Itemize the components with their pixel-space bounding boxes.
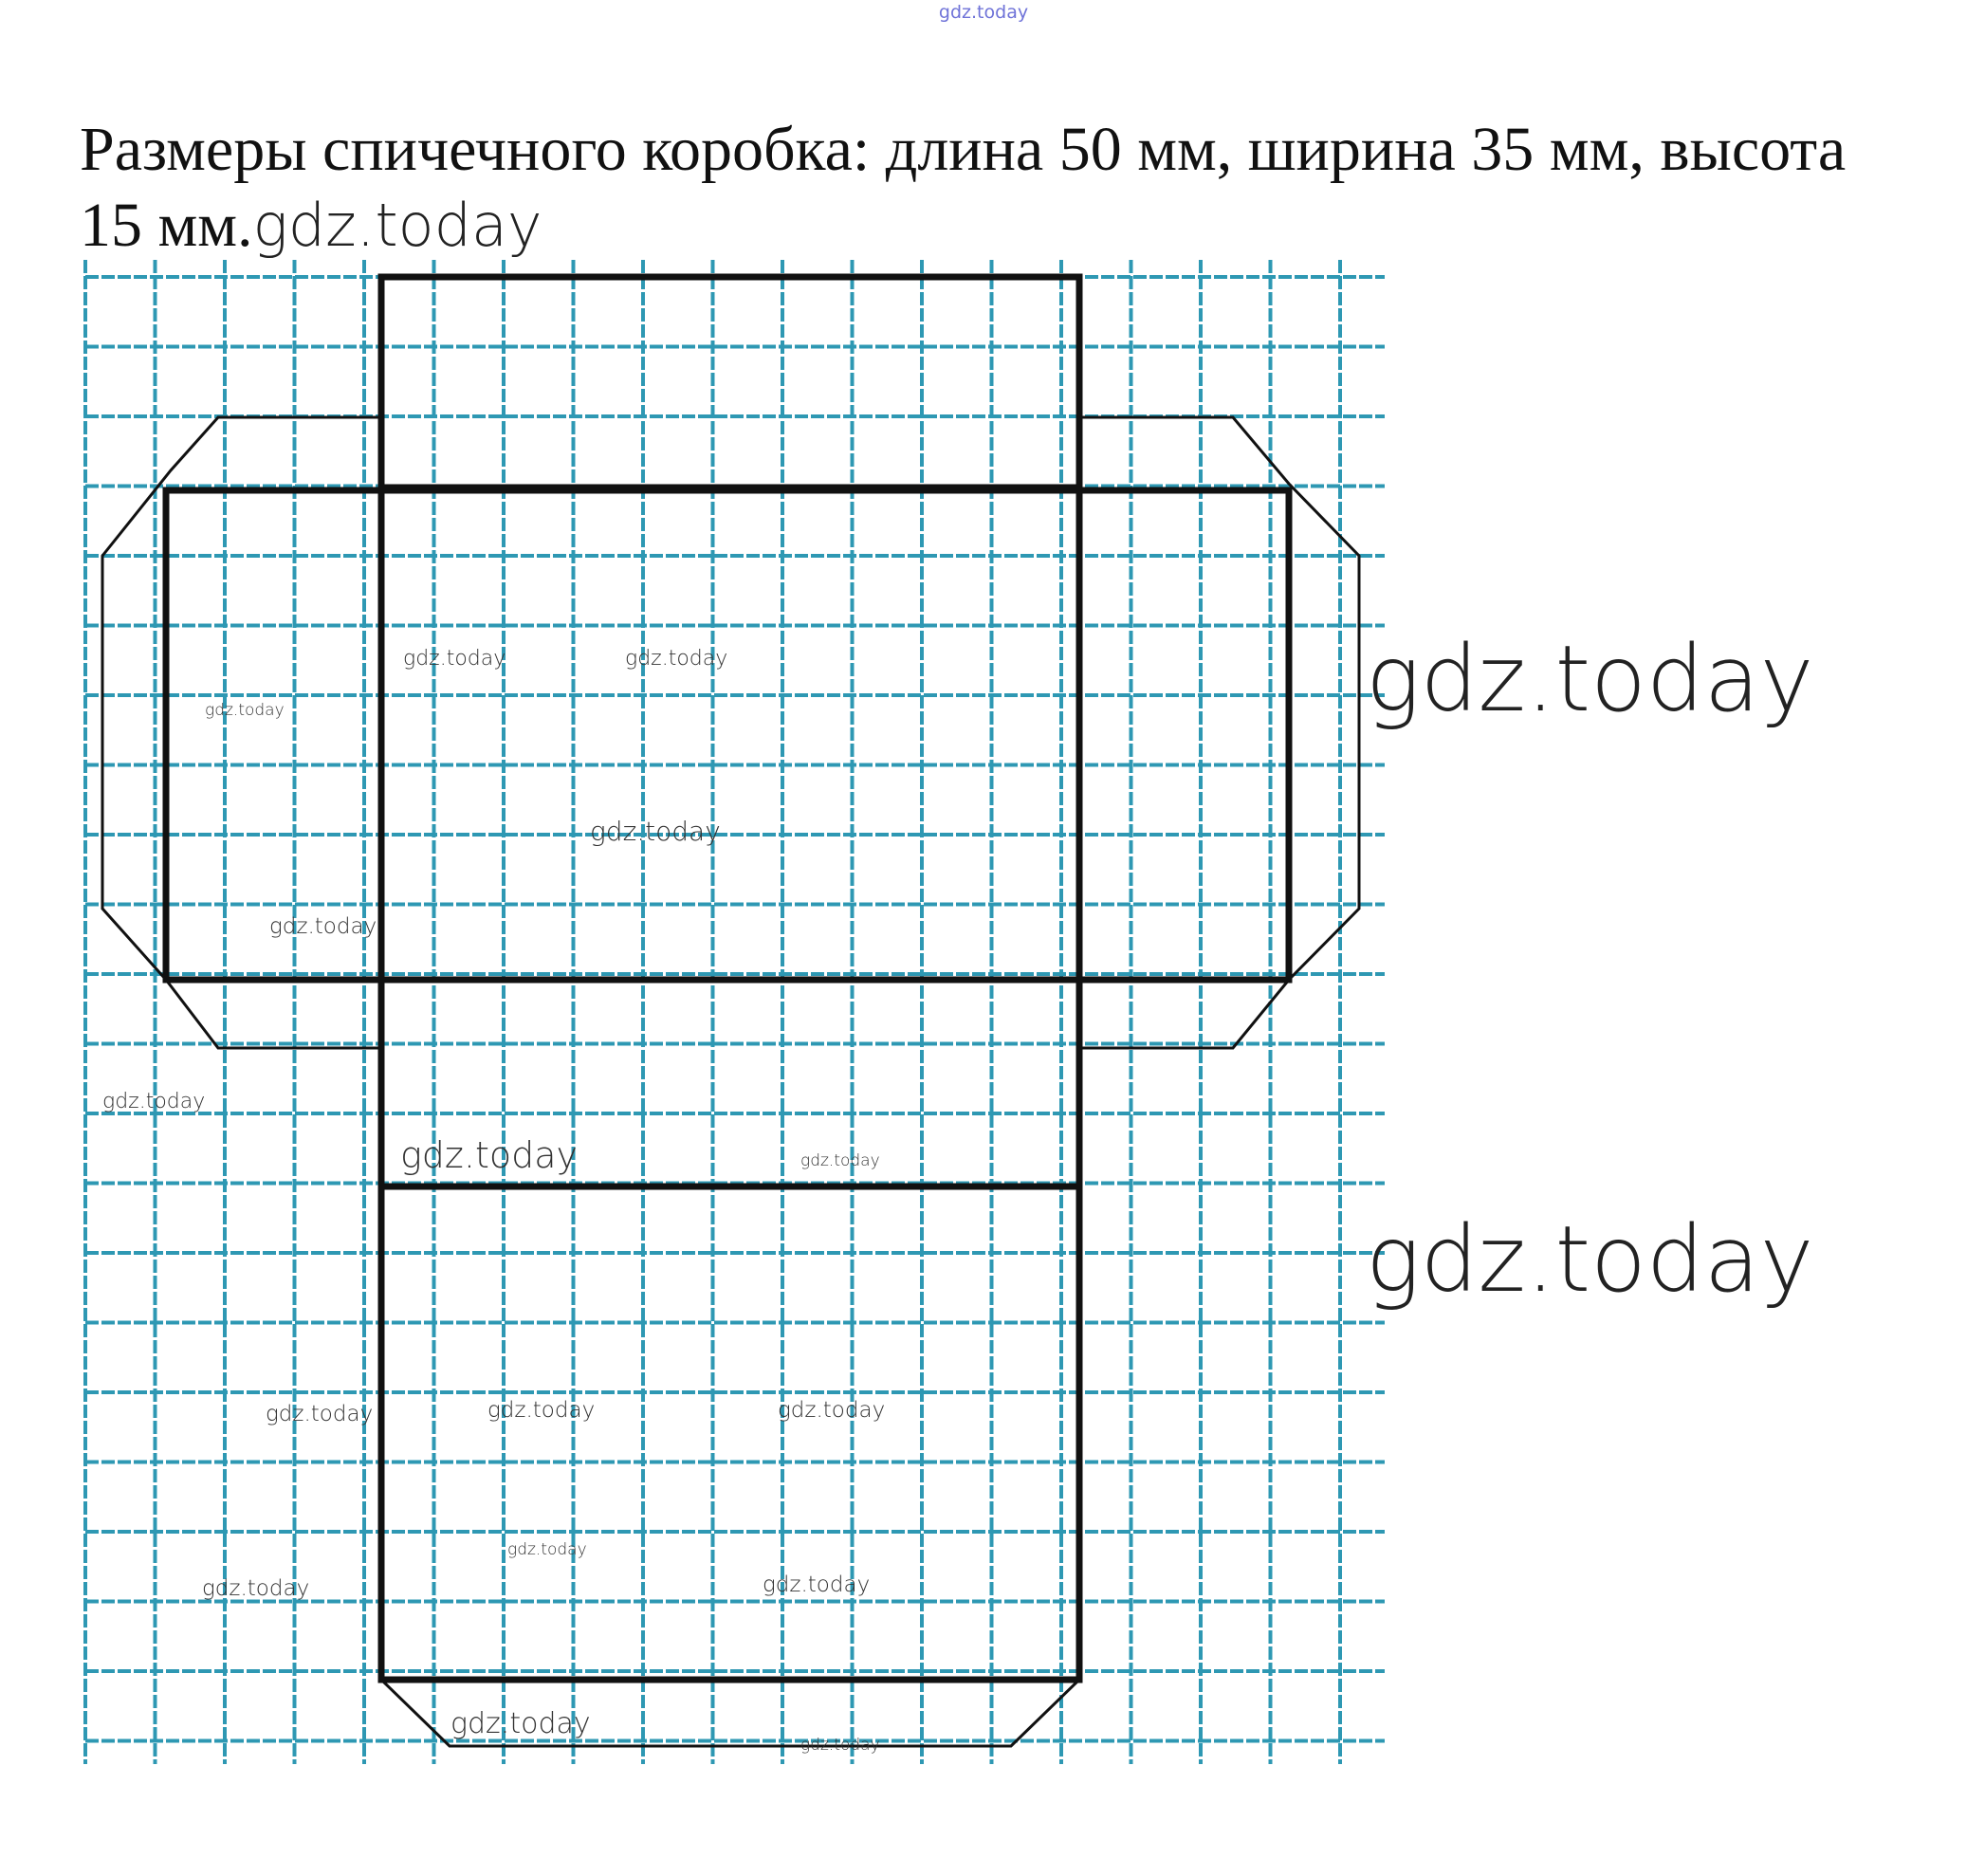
watermark: gdz.today [400, 1134, 578, 1176]
watermark: gdz.today [778, 1398, 886, 1423]
problem-text-line1: Размеры спичечного коробка: длина 50 мм, ширина 35 мм, высота [80, 115, 1847, 184]
watermark: gdz.today [800, 1151, 880, 1170]
watermark: gdz.today [487, 1398, 596, 1423]
top-side-face [381, 277, 1079, 487]
watermark: gdz.today [269, 914, 377, 939]
watermark: gdz.today [763, 1573, 871, 1597]
watermark: gdz.today [266, 1402, 374, 1426]
watermark-large: gdz.today [1366, 626, 1814, 732]
watermark: gdz.today [590, 816, 721, 847]
right-glue-tab [1079, 417, 1359, 1048]
watermark-large: gdz.today [1366, 1206, 1814, 1313]
left-glue-tab [102, 417, 381, 1048]
problem-text-line2: 15 мм. [80, 191, 253, 260]
bottom-face [381, 1186, 1079, 1680]
watermark: gdz.today [800, 1736, 880, 1755]
watermark: gdz.today [202, 1576, 310, 1601]
box-net-outline [102, 277, 1359, 1746]
watermark: gdz.today [507, 1540, 587, 1559]
inline-watermark: gdz.today [252, 191, 542, 260]
watermark: gdz.today [403, 647, 506, 671]
watermark: gdz.today [450, 1707, 591, 1740]
site-watermark-top: gdz.today [938, 2, 1029, 23]
watermark: gdz.today [625, 647, 728, 671]
watermark: gdz.today [205, 701, 285, 720]
middle-band [166, 490, 1289, 980]
watermark: gdz.today [102, 1090, 206, 1113]
